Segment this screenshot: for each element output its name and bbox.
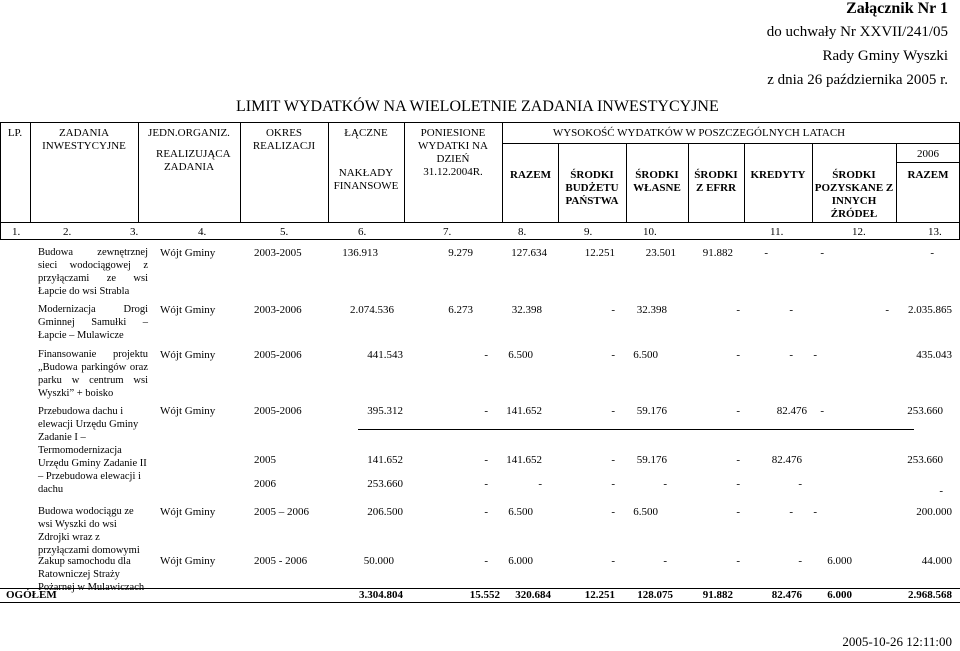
header-poniesione: PONIESIONE WYDATKI NA DZIEŃ 31.12.2004R. — [418, 127, 488, 178]
header-kredyty: KREDYTY — [750, 169, 806, 181]
col-divider — [896, 143, 897, 222]
cell-kredyty: - — [764, 247, 768, 259]
cell-budzet: - — [611, 555, 615, 567]
cell-inne: 6.000 — [827, 555, 852, 567]
col-divider — [744, 143, 745, 222]
unit-name: Wójt Gminy — [160, 349, 216, 361]
cell-wlasne: 6.500 — [633, 506, 658, 518]
header-year-2006: 2006 — [917, 148, 939, 160]
col-number: 4. — [198, 226, 207, 238]
col-divider — [688, 143, 689, 222]
cell-razem-2006: 253.660 — [907, 405, 943, 417]
total-wlasne: 128.075 — [637, 589, 673, 601]
col-divider — [558, 143, 559, 222]
annex-title: Załącznik Nr 1 — [846, 0, 948, 17]
cell-total: 395.312 — [367, 405, 403, 417]
cell-budzet: - — [611, 506, 615, 518]
cell-kredyty: 82.476 — [771, 454, 802, 466]
col-number: 6. — [358, 226, 367, 238]
total-spent: 15.552 — [469, 589, 500, 601]
year-2006-border — [896, 162, 960, 163]
cell-razem-2006: - — [930, 247, 934, 259]
cell-total: 141.652 — [367, 454, 403, 466]
period: 2003-2006 — [254, 304, 302, 316]
cell-wlasne: 32.398 — [636, 304, 667, 316]
cell-razem: 141.652 — [506, 454, 542, 466]
header-jedn-organiz: JEDN.ORGANIZ. — [148, 127, 230, 139]
cell-efrr: - — [736, 454, 740, 466]
period: 2003-2005 — [254, 247, 302, 259]
cell-kredyty: - — [789, 506, 793, 518]
cell-razem-2006: 2.035.865 — [908, 304, 952, 316]
total-kredyty: 82.476 — [771, 589, 802, 601]
col-number: 5. — [280, 226, 289, 238]
cell-spent: - — [484, 555, 488, 567]
col-divider — [812, 143, 813, 222]
total-label: OGÓŁEM — [6, 589, 57, 601]
task-name: Zakup samochodu dla Ratowniczej Straży — [38, 556, 131, 580]
cell-razem: 6.500 — [508, 349, 533, 361]
cell-total: 50.000 — [363, 555, 394, 567]
cell-spent: - — [484, 405, 488, 417]
cell-razem: 6.500 — [508, 506, 533, 518]
wysokosc-sub-border — [502, 143, 960, 144]
total-budzet: 12.251 — [584, 589, 615, 601]
period: 2005 - 2006 — [254, 555, 308, 567]
col-divider — [30, 122, 31, 222]
col-divider — [240, 122, 241, 222]
cell-budzet: - — [611, 478, 615, 490]
period: 2005-2006 — [254, 349, 302, 361]
col-number: 3. — [130, 226, 139, 238]
cell-razem: 141.652 — [506, 405, 542, 417]
cell-razem: 6.000 — [508, 555, 533, 567]
header-razem-2006: RAZEM — [907, 169, 949, 181]
cell-inne: - — [813, 349, 817, 361]
cell-efrr: - — [736, 304, 740, 316]
col-number: 12. — [852, 226, 866, 238]
cell-kredyty: - — [798, 478, 802, 490]
cell-razem: 127.634 — [511, 247, 547, 259]
cell-total: 441.543 — [367, 349, 403, 361]
col-number: 8. — [518, 226, 527, 238]
task-name: Budowa zewnętrznej sieci wodociągowej z przyłączami ze wsi Łapcie do wsi Strabla — [38, 247, 148, 297]
task-name: Modernizacja Drogi Gminnej Samułki – Łapcie – Mulawicze — [38, 304, 148, 341]
cell-kredyty: - — [789, 304, 793, 316]
cell-inne: - — [820, 405, 824, 417]
cell-spent: - — [484, 478, 488, 490]
cell-inne: - — [885, 304, 889, 316]
cell-wlasne: 23.501 — [645, 247, 676, 259]
cell-spent: - — [484, 506, 488, 518]
period: 2005 — [254, 454, 276, 466]
row-separator — [358, 429, 914, 430]
header-wysokosc: WYSOKOŚĆ WYDATKÓW W POSZCZEGÓLNYCH LATACH — [552, 127, 846, 139]
cell-spent: - — [484, 349, 488, 361]
header-zadania: ZADANIA INWESTYCYJNE — [42, 127, 126, 152]
cell-spent: - — [484, 454, 488, 466]
cell-razem: 32.398 — [511, 304, 542, 316]
header-naklady: NAKŁADY FINANSOWE — [333, 167, 399, 192]
cell-budzet: 12.251 — [584, 247, 615, 259]
col-number: 11. — [770, 226, 784, 238]
period: 2005 – 2006 — [254, 506, 309, 518]
cell-kredyty: - — [789, 349, 793, 361]
cell-efrr: - — [736, 506, 740, 518]
unit-name: Wójt Gminy — [160, 304, 216, 316]
col-number: 1. — [12, 226, 21, 238]
period: 2006 — [254, 478, 276, 490]
cell-spent: 6.273 — [448, 304, 473, 316]
cell-budzet: - — [611, 454, 615, 466]
cell-kredyty: 82.476 — [776, 405, 807, 417]
col-number: 7. — [443, 226, 452, 238]
cell-total: 206.500 — [367, 506, 403, 518]
cell-efrr: - — [736, 478, 740, 490]
col-number: 9. — [584, 226, 593, 238]
header-top-border — [0, 122, 960, 123]
cell-razem-2006: 200.000 — [916, 506, 952, 518]
annex-line2: Rady Gminy Wyszki — [822, 48, 948, 64]
cell-budzet: - — [611, 405, 615, 417]
col-divider — [626, 143, 627, 222]
header-srodki-wlasne: ŚRODKI WŁASNE — [633, 169, 681, 194]
task-name: Budowa wodociągu ze wsi Wyszki do wsi Zdrojki wraz z przyłączami domowymi — [38, 506, 140, 556]
annex-line3: z dnia 26 października 2005 r. — [767, 72, 948, 88]
cell-spent: 9.279 — [448, 247, 473, 259]
footer-timestamp: 2005-10-26 12:11:00 — [842, 634, 952, 649]
cell-budzet: - — [611, 349, 615, 361]
cell-inne: - — [820, 247, 824, 259]
col-number: 13. — [928, 226, 942, 238]
cell-efrr: - — [736, 349, 740, 361]
total-inne: 6.000 — [827, 589, 852, 601]
header-razem: RAZEM — [510, 169, 551, 181]
header-bottom-border — [0, 222, 960, 223]
header-lp: LP. — [7, 127, 23, 139]
col-number: 2. — [63, 226, 72, 238]
numbers-bottom-border — [0, 239, 960, 240]
period: 2005-2006 — [254, 405, 302, 417]
cell-razem-2006: 435.043 — [916, 349, 952, 361]
cell-inne: - — [813, 506, 817, 518]
col-divider — [138, 122, 139, 222]
total-efrr: 91.882 — [702, 589, 733, 601]
unit-name: Wójt Gminy — [160, 247, 216, 259]
cell-razem: - — [538, 478, 542, 490]
header-srodki-budzetu: ŚRODKI BUDŻETU PAŃSTWA — [565, 169, 619, 207]
col-divider — [404, 122, 405, 222]
header-srodki-efrr: ŚRODKI Z EFRR — [694, 169, 738, 194]
header-srodki-innych: ŚRODKI POZYSKANE Z INNYCH ŹRÓDEŁ — [814, 169, 894, 220]
cell-efrr: - — [736, 555, 740, 567]
cell-razem-2006: 253.660 — [907, 454, 943, 466]
cell-wlasne: - — [663, 478, 667, 490]
unit-name: Wójt Gminy — [160, 555, 216, 567]
cell-razem-2006: 44.000 — [921, 555, 952, 567]
cell-razem-2006: - — [939, 485, 943, 497]
unit-name: Wójt Gminy — [160, 506, 216, 518]
cell-wlasne: 59.176 — [636, 454, 667, 466]
total-razem: 320.684 — [515, 589, 551, 601]
total-sum: 3.304.804 — [359, 589, 403, 601]
cell-efrr: 91.882 — [702, 247, 733, 259]
cell-total: 136.913 — [342, 247, 378, 259]
annex-line1: do uchwały Nr XXVII/241/05 — [766, 24, 948, 40]
header-okres: OKRES REALIZACJI — [252, 127, 316, 152]
col-divider — [328, 122, 329, 222]
total-razem-2006: 2.968.568 — [908, 589, 952, 601]
cell-wlasne: 59.176 — [636, 405, 667, 417]
header-laczne: ŁĄCZNE — [344, 127, 388, 139]
document-title: LIMIT WYDATKÓW NA WIELOLETNIE ZADANIA INWESTYCYJNE — [236, 98, 719, 115]
col-number: 10. — [643, 226, 657, 238]
header-realizujaca: REALIZUJĄCA ZADANIA — [156, 148, 231, 173]
cell-efrr: - — [736, 405, 740, 417]
cell-total: 2.074.536 — [350, 304, 394, 316]
cell-total: 253.660 — [367, 478, 403, 490]
task-name: Finansowanie projektu „Budowa parkingów oraz parku w centrum wsi Wyszki” + boisko — [38, 349, 148, 399]
cell-budzet: - — [611, 304, 615, 316]
task-name: Przebudowa dachu i elewacji Urzędu Gminy Zadanie I – Termomodernizacja Urzędu Gminy Zadanie II – Przebudowa elewacji i dachu — [38, 406, 147, 495]
cell-wlasne: - — [663, 555, 667, 567]
total-bottom-border — [0, 602, 960, 603]
unit-name: Wójt Gminy — [160, 405, 216, 417]
cell-wlasne: 6.500 — [633, 349, 658, 361]
cell-kredyty: - — [798, 555, 802, 567]
